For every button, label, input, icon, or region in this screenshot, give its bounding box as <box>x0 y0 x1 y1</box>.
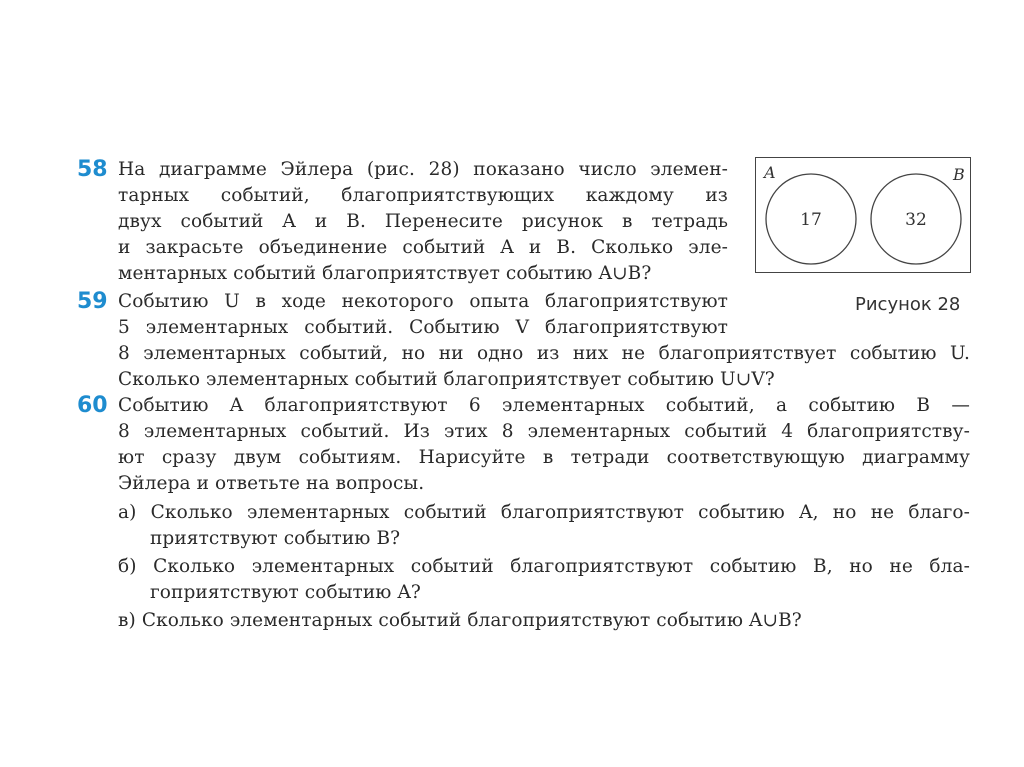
subquestion-b-line-1: б) Сколько элементарных событий благоприятствуют событию B, но не бла- <box>118 556 970 577</box>
problem-60-number: 60 <box>77 393 108 418</box>
problem-59-line-3: 8 элементарных событий, но ни одно из них не благоприятствует событию U. <box>118 343 970 364</box>
problem-58-line-3: двух событий A и B. Перенесите рисунок в тетрадь <box>118 211 728 232</box>
problem-59-line-1: Событию U в ходе некоторого опыта благоприятствуют <box>118 291 728 312</box>
problem-59-line-2: 5 элементарных событий. Событию V благоприятствуют <box>118 317 728 338</box>
euler-diagram-figure <box>755 157 971 273</box>
value-b: 32 <box>905 210 927 230</box>
label-b: B <box>953 165 965 184</box>
problem-60-line-2: 8 элементарных событий. Из этих 8 элементарных событий 4 благоприятству- <box>118 421 970 442</box>
problem-58-number: 58 <box>77 157 108 182</box>
euler-diagram <box>756 158 972 274</box>
problem-59-line-4: Сколько элементарных событий благоприятствует событию U∪V? <box>118 369 775 390</box>
value-a: 17 <box>800 210 822 230</box>
label-a: A <box>764 163 776 182</box>
subquestion-a-line-2: приятствуют событию B? <box>150 528 401 549</box>
problem-58-line-1: На диаграмме Эйлера (рис. 28) показано число элемен- <box>118 159 728 180</box>
problem-59-number: 59 <box>77 289 108 314</box>
problem-58-line-2: тарных событий, благоприятствующих каждому из <box>118 185 728 206</box>
subquestion-c-line-1: в) Сколько элементарных событий благоприятствуют событию A∪B? <box>118 610 802 631</box>
problem-58-line-5: ментарных событий благоприятствует событию A∪B? <box>118 263 652 284</box>
problem-60-line-3: ют сразу двум событиям. Нарисуйте в тетради соответствующую диаграмму <box>118 447 970 468</box>
problem-60-line-4: Эйлера и ответьте на вопросы. <box>118 473 425 494</box>
subquestion-b-line-2: гоприятствуют событию A? <box>150 582 421 603</box>
figure-caption: Рисунок 28 <box>855 294 961 315</box>
problem-58-line-4: и закрасьте объединение событий A и B. Сколько эле- <box>118 237 728 258</box>
subquestion-a-line-1: а) Сколько элементарных событий благоприятствуют событию A, но не благо- <box>118 502 970 523</box>
problem-60-line-1: Событию A благоприятствуют 6 элементарных событий, а событию B — <box>118 395 970 416</box>
